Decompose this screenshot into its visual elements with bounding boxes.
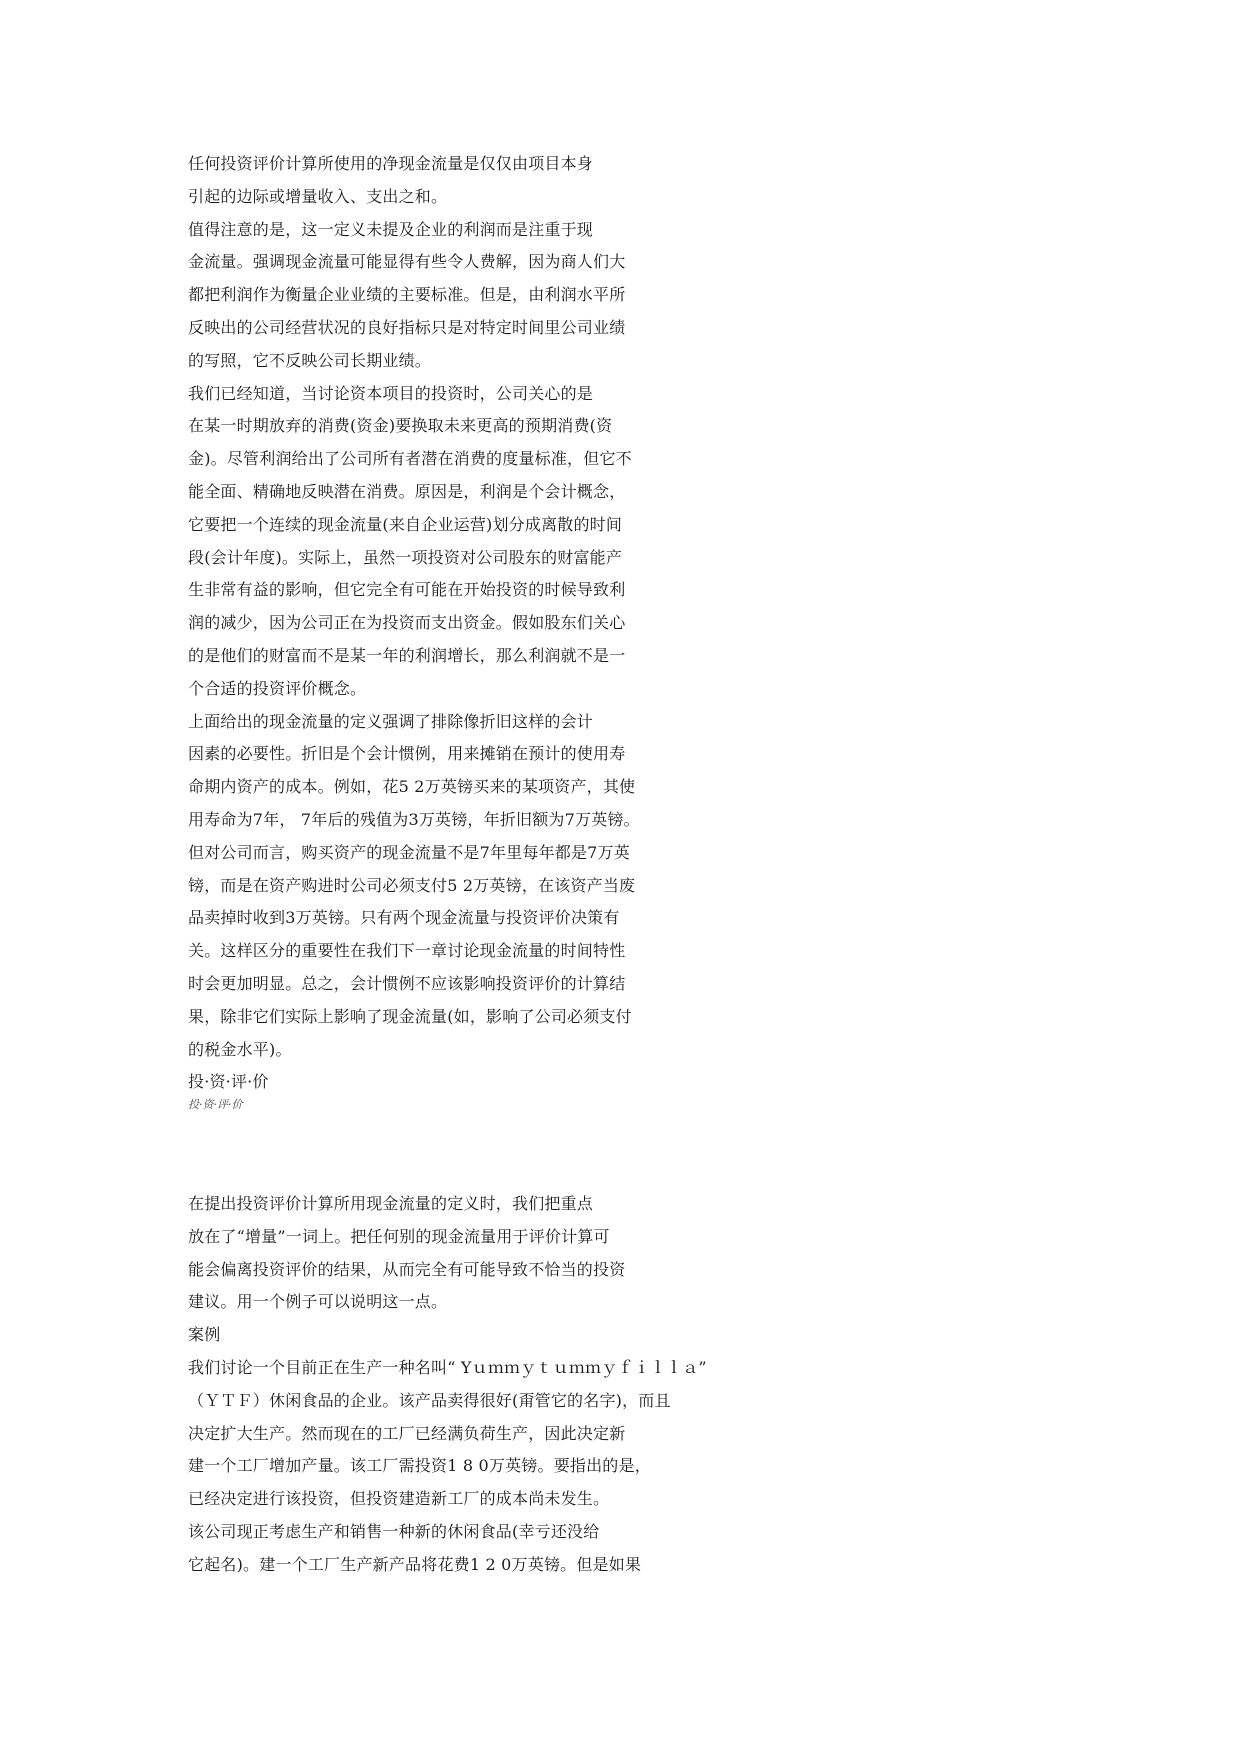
body-text-section-2: [188, 1188, 748, 1582]
text-line: 金流量。强调现金流量可能显得有些令人费解，因为商人们大: [188, 252, 626, 272]
text-line: 引起的边际或增量收入、支出之和。: [188, 186, 448, 206]
text-line: 用寿命为7年， 7年后的残值为3万英镑，年折旧额为7万英镑。: [188, 809, 640, 829]
text-line: 我们已经知道，当讨论资本项目的投资时，公司关心的是: [188, 383, 594, 403]
text-line: 金)。尽管利润给出了公司所有者潜在消费的度量标准，但它不: [188, 449, 632, 469]
text-line: 已经决定进行该投资，但投资建造新工厂的成本尚未发生。: [188, 1489, 610, 1509]
text-line: 时会更加明显。总之，会计惯例不应该影响投资评价的计算结: [188, 973, 626, 993]
text-line: 它要把一个连续的现金流量(来自企业运营)划分成离散的时间: [188, 514, 623, 534]
running-title: 投·资·评·价: [188, 1072, 269, 1092]
text-line: 在提出投资评价计算所用现金流量的定义时，我们把重点: [188, 1194, 594, 1213]
text-line: 个合适的投资评价概念。: [188, 678, 367, 698]
text-line: 的写照，它不反映公司长期业绩。: [188, 350, 432, 370]
text-line: 生非常有益的影响，但它完全有可能在开始投资的时候导致利: [188, 580, 626, 600]
text-line: 因素的必要性。折旧是个会计惯例，用来摊销在预计的使用寿: [188, 744, 626, 764]
text-line: 关。这样区分的重要性在我们下一章讨论现金流量的时间特性: [188, 941, 626, 961]
text-line: 反映出的公司经营状况的良好指标只是对特定时间里公司业绩: [188, 317, 626, 337]
text-line: 在某一时期放弃的消费(资金)要换取未来更高的预期消费(资: [188, 416, 613, 436]
text-line: 品卖掉时收到3万英镑。只有两个现金流量与投资评价决策有: [188, 908, 620, 928]
text-line: 该公司现正考虑生产和销售一种新的休闲食品(幸亏还没给: [188, 1521, 600, 1541]
text-line: 果，除非它们实际上影响了现金流量(如，影响了公司必须支付: [188, 1006, 632, 1026]
section-heading: 案例: [188, 1325, 221, 1345]
text-line: （ＹＴＦ）休闲食品的企业。该产品卖得很好(甭管它的名字)，而且: [188, 1390, 671, 1410]
text-line: 能全面、精确地反映潜在消费。原因是，利润是个会计概念，: [188, 481, 626, 501]
body-text-section-1: [188, 148, 748, 1099]
text-line: 但对公司而言，购买资产的现金流量不是7年里每年都是7万英: [188, 842, 630, 862]
text-line: 上面给出的现金流量的定义强调了排除像折旧这样的会计: [188, 711, 594, 731]
text-line: 任何投资评价计算所使用的净现金流量是仅仅由项目本身: [188, 154, 594, 173]
text-line: 它起名)。建一个工厂生产新产品将花费1 2 0万英镑。但是如果: [188, 1554, 642, 1574]
text-line: 建一个工厂增加产量。该工厂需投资1 8 0万英镑。要指出的是，: [188, 1456, 651, 1476]
text-line: 决定扩大生产。然而现在的工厂已经满负荷生产，因此决定新: [188, 1423, 626, 1443]
text-line: 建议。用一个例子可以说明这一点。: [188, 1292, 448, 1312]
text-line: 能会偏离投资评价的结果，从而完全有可能导致不恰当的投资: [188, 1259, 626, 1279]
text-line: 我们讨论一个目前正在生产一种名叫“ Yｕｍｍｙｔｕｍｍｙｆｉｌｌａ”: [188, 1357, 707, 1377]
text-line: 的是他们的财富而不是某一年的利润增长，那么利润就不是一: [188, 645, 626, 665]
text-line: 段(会计年度)。实际上，虽然一项投资对公司股东的财富能产: [188, 547, 623, 567]
text-line: 镑，而是在资产购进时公司必须支付5 2万英镑，在该资产当废: [188, 875, 636, 895]
text-line: 都把利润作为衡量企业业绩的主要标准。但是，由利润水平所: [188, 285, 626, 305]
text-line: 命期内资产的成本。例如，花5 2万英镑买来的某项资产，其使: [188, 777, 636, 797]
text-line: 值得注意的是，这一定义未提及企业的利润而是注重于现: [188, 219, 594, 239]
text-line: 的税金水平)。: [188, 1039, 292, 1059]
text-line: 润的减少，因为公司正在为投资而支出资金。假如股东们关心: [188, 613, 626, 633]
text-line: 放在了“增量”一词上。把任何别的现金流量用于评价计算可: [188, 1226, 610, 1246]
page-footer-title: 投·资·评·价: [188, 1098, 243, 1111]
